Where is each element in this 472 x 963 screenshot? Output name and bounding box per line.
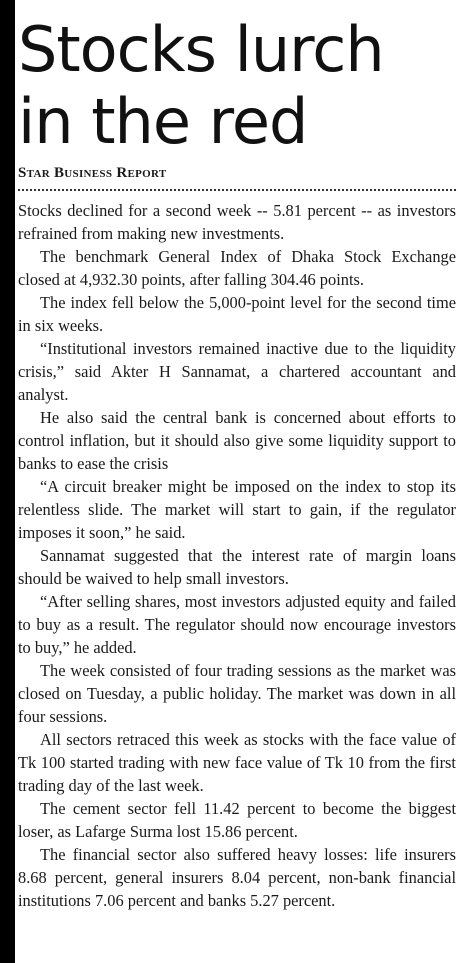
article-paragraph: “A circuit breaker might be imposed on the index to stop its relentless slide. The market will start to gain, if the regulator imposes it soon,” he said. — [18, 477, 456, 542]
article-paragraph: The cement sector fell 11.42 percent to become the biggest loser, as Lafarge Surma lost 15.86 percent. — [18, 799, 456, 841]
dotted-divider — [18, 189, 456, 191]
article-paragraph: The week consisted of four trading sessions as the market was closed on Tuesday, a public holiday. The market was down in all four sessions. — [18, 661, 456, 726]
article-paragraph: Sannamat suggested that the interest rate of margin loans should be waived to help small investors. — [18, 546, 456, 588]
left-margin-bar — [0, 0, 15, 963]
article-paragraph: The financial sector also suffered heavy losses: life insurers 8.68 percent, general insurers 8.04 percent, non-bank financial institutions 7.06 percent and banks 5.27 percent. — [18, 845, 456, 910]
article-paragraph: The benchmark General Index of Dhaka Stock Exchange closed at 4,932.30 points, after falling 304.46 points. — [18, 247, 456, 289]
article-paragraph: The index fell below the 5,000-point level for the second time in six weeks. — [18, 293, 456, 335]
news-article — [18, 0, 456, 912]
article-paragraph: Stocks declined for a second week -- 5.81 percent -- as investors refrained from making new investments. — [18, 201, 456, 243]
article-paragraph: “Institutional investors remained inactive due to the liquidity crisis,” said Akter H Sannamat, a chartered accountant and analyst. — [18, 339, 456, 404]
article-paragraph: All sectors retraced this week as stocks with the face value of Tk 100 started trading with new face value of Tk 10 from the first trading day of the last week. — [18, 730, 456, 795]
article-headline: Stocks lurch in the red — [18, 13, 384, 158]
article-byline: Star Business Report — [18, 165, 167, 181]
article-paragraph: He also said the central bank is concerned about efforts to control inflation, but it should also give some liquidity support to banks to ease the crisis — [18, 408, 456, 473]
article-body — [18, 199, 456, 912]
article-paragraph: “After selling shares, most investors adjusted equity and failed to buy as a result. The regulator should now encourage investors to buy,” he added. — [18, 592, 456, 657]
